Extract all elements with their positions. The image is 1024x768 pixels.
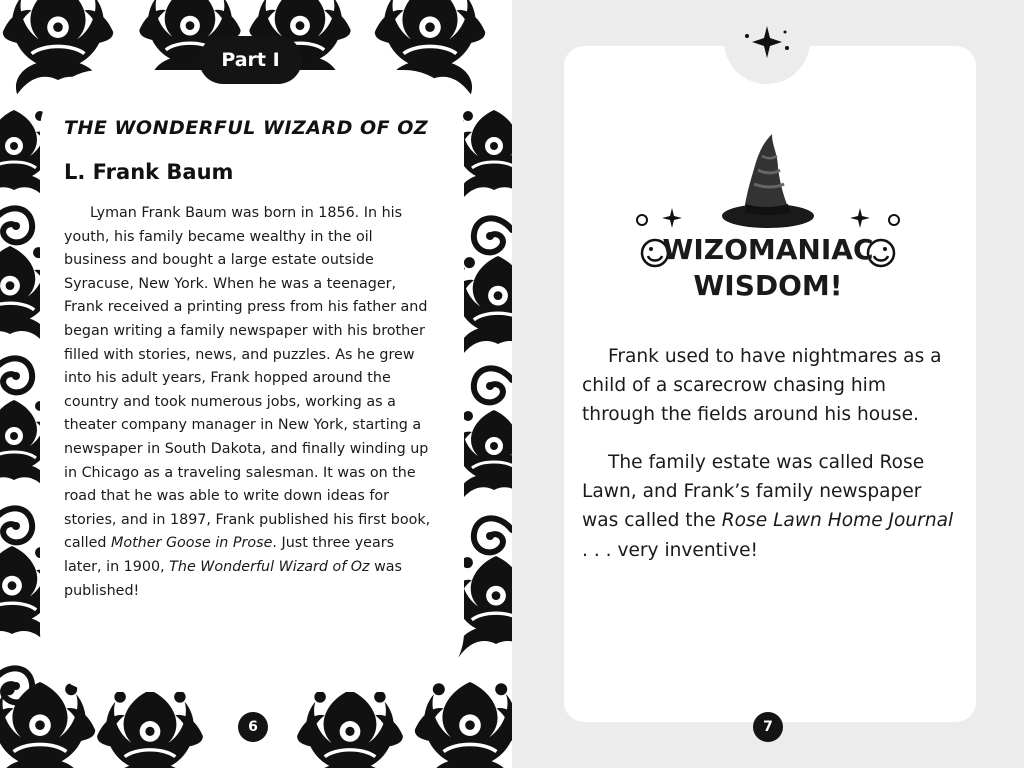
author-name: L. Frank Baum xyxy=(64,160,234,184)
right-page xyxy=(512,0,1024,768)
fact-paragraph-1: Frank used to have nightmares as a child of a scarecrow chasing him through the fields around his house. xyxy=(582,346,942,426)
witch-hat-icon xyxy=(632,128,904,238)
heading-line-2: WISDOM! xyxy=(693,269,843,302)
heading-line-1: WIZOMANIAC xyxy=(662,233,874,266)
page-number-right: 7 xyxy=(753,712,783,742)
biography-paragraph: Lyman Frank Baum was born in 1856. In his youth, his family became wealthy in the oil business and bought a large estate outside Syracuse, New York. When he was a teenager, Frank received a printing press from his father and began writing a family newspaper with his brother filled with stories, news, and puzzles. As he grew into his adult years, Frank hopped around the country and took numerous jobs, working as a theater company manager in New York, starting a newspaper in South Dakota, and finally winding up in Chicago as a traveling salesman. It was on the road that he was able to write down ideas for stories, and in 1897, Frank published his first book, called Mother Goose in Prose. Just three years later, in 1900, The Wonderful Wizard of Oz was published! xyxy=(64,205,431,599)
sparkle-icon xyxy=(739,22,795,62)
wisdom-heading xyxy=(605,232,931,304)
page-number-left: 6 xyxy=(238,712,268,742)
fact-paragraph-2: The family estate was called Rose Lawn, and Frank’s family newspaper was called the Rose Lawn Home Journal . . . very inventive! xyxy=(582,452,954,561)
book-title: THE WONDERFUL WIZARD OF OZ xyxy=(64,117,429,139)
part-label: Part I xyxy=(199,36,302,84)
